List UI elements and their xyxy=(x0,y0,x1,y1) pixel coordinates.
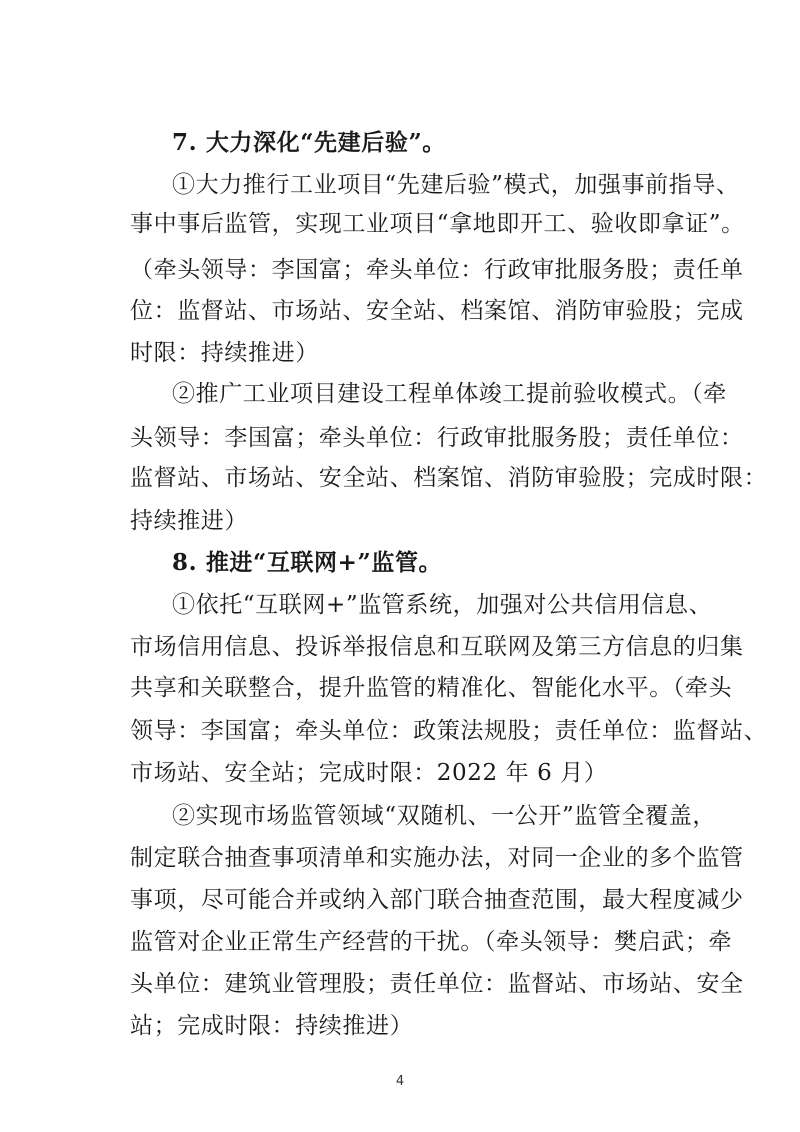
paragraph-line: 头单位：建筑业管理股；责任单位：监督站、市场站、安全 xyxy=(130,971,744,997)
paragraph-line: ②推广工业项目建设工程单体竣工提前验收模式。（牵 xyxy=(172,381,727,407)
paragraph-line: 头领导：李国富；牵头单位：行政审批服务股；责任单位： xyxy=(130,425,744,451)
paragraph-line: 事项，尽可能合并或纳入部门联合抽查范围，最大程度减少 xyxy=(130,887,744,913)
paragraph-line: （牵头领导：李国富；牵头单位：行政审批服务股；责任单 xyxy=(130,257,744,283)
paragraph-line: 市场站、安全站；完成时限：2022 年 6 月） xyxy=(130,760,608,786)
paragraph-line: 制定联合抽查事项清单和实施办法，对同一企业的多个监管 xyxy=(130,845,744,871)
paragraph-line: ①大力推行工业项目“先建后验”模式，加强事前指导、 xyxy=(172,172,740,198)
section-heading-8: 8. 推进“互联网+”监管。 xyxy=(172,549,443,576)
section-heading-7: 7. 大力深化“先建后验”。 xyxy=(172,129,446,156)
paragraph-line: ②实现市场监管领域“双随机、一公开”监管全覆盖， xyxy=(172,803,716,829)
paragraph-line: 共享和关联整合，提升监管的精准化、智能化水平。（牵头 xyxy=(130,675,733,701)
paragraph-line: 持续推进） xyxy=(130,508,248,534)
page-number: 4 xyxy=(395,1074,405,1089)
paragraph-line: 位：监督站、市场站、安全站、档案馆、消防审验股；完成 xyxy=(130,298,744,324)
paragraph-line: 事中事后监管，实现工业项目“拿地即开工、验收即拿证”。 xyxy=(130,211,745,237)
paragraph-line: 时限：持续推进） xyxy=(130,340,319,366)
paragraph-line: ①依托“互联网+”监管系统，加强对公共信用信息、 xyxy=(172,592,713,618)
paragraph-line: 站；完成时限：持续推进） xyxy=(130,1013,414,1039)
paragraph-line: 监督站、市场站、安全站、档案馆、消防审验股；完成时限： xyxy=(130,465,768,491)
paragraph-line: 领导：李国富；牵头单位：政策法规股；责任单位：监督站、 xyxy=(130,718,768,744)
paragraph-line: 监管对企业正常生产经营的干扰。（牵头领导：樊启武；牵 xyxy=(130,929,733,955)
paragraph-line: 市场信用信息、投诉举报信息和互联网及第三方信息的归集 xyxy=(130,634,744,660)
